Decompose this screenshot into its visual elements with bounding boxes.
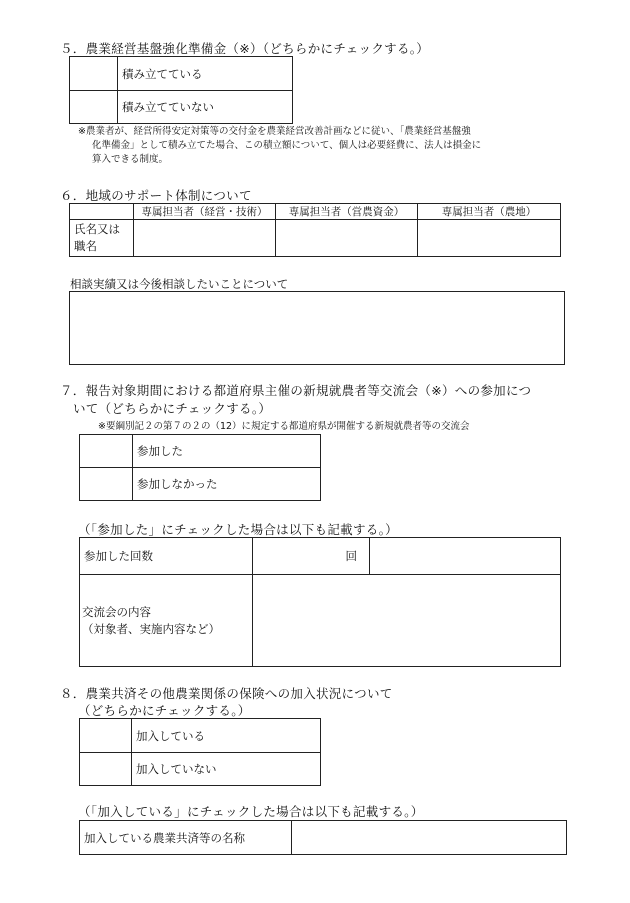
col-header-management: 専属担当者（経営・技術）: [134, 204, 276, 220]
row-label-name: [70, 220, 134, 257]
section7-heading-line1: ７．報告対象期間における都道府県主催の新規就農者等交流会（※）への参加につ: [60, 383, 532, 398]
funding-staff-field[interactable]: [276, 220, 418, 257]
consult-textarea[interactable]: [69, 291, 565, 365]
insurance-options: [79, 718, 321, 786]
reserve-fund-yes-checkbox[interactable]: [70, 57, 118, 91]
section7-note: ※要綱別記２の第７の２の（12）に規定する都道府県が開催する新規就農者等の交流会: [98, 421, 470, 432]
option-label: 加入していない: [132, 753, 321, 786]
insured-checkbox[interactable]: [80, 719, 132, 753]
content-label: [80, 575, 253, 667]
management-staff-field[interactable]: [134, 220, 276, 257]
count-field[interactable]: [370, 538, 561, 575]
col-header-funding: 専属担当者（営農資金）: [276, 204, 418, 220]
content-label-line: 交流会の内容: [82, 604, 151, 619]
participated-checkbox[interactable]: [80, 435, 133, 468]
section8-heading-line2: （どちらかにチェックする。）: [78, 703, 251, 718]
farmland-staff-field[interactable]: [418, 220, 561, 257]
row-label-line: 職名: [74, 239, 97, 253]
consult-label: 相談実績又は今後相談したいことについて: [70, 277, 289, 291]
note-line: ※農業者が、経営所得安定対策等の交付金を農業経営改善計画などに従い、「農業経営基盤強: [78, 126, 471, 137]
reserve-fund-options: [69, 56, 293, 124]
note-line: 化準備金」として積み立てた場合、この積立額について、個人は必要経費に、法人は損金に: [92, 140, 482, 151]
section7-followup: （「参加した」にチェックした場合は以下も記載する。）: [78, 522, 398, 537]
col-header-farmland: 専属担当者（農地）: [418, 204, 561, 220]
count-unit: 回: [253, 538, 370, 575]
option-label: 参加した: [133, 435, 321, 468]
section5-heading: ５．農業経営基盤強化準備金（※）（どちらかにチェックする。）: [60, 41, 430, 56]
content-field[interactable]: [253, 575, 561, 667]
option-label: 参加しなかった: [133, 468, 321, 501]
exchange-participation-options: [79, 434, 321, 501]
insurance-name-label: 加入している農業共済等の名称: [80, 821, 292, 855]
insurance-name-table: [79, 820, 567, 855]
not-participated-checkbox[interactable]: [80, 468, 133, 501]
insurance-name-field[interactable]: [292, 821, 567, 855]
option-label: 積み立てている: [118, 57, 293, 91]
option-label: 加入している: [132, 719, 321, 753]
option-label: 積み立てていない: [118, 91, 293, 124]
count-label: 参加した回数: [80, 538, 253, 575]
section7-heading-line2: いて（どちらかにチェックする。）: [73, 401, 272, 416]
content-label-line: （対象者、実施内容など）: [82, 621, 220, 636]
corner-cell: [70, 204, 134, 220]
section6-heading: ６．地域のサポート体制について: [60, 188, 252, 203]
section8-followup: （「加入している」にチェックした場合は以下も記載する。）: [78, 804, 424, 819]
exchange-details-table: [79, 537, 561, 667]
reserve-fund-no-checkbox[interactable]: [70, 91, 118, 124]
support-staff-table: [69, 203, 561, 257]
section8-heading-line1: ８．農業共済その他農業関係の保険への加入状況について: [60, 686, 393, 701]
section5-note: [78, 125, 608, 167]
note-line: 算入できる制度。: [92, 154, 169, 165]
row-label-line: 氏名又は: [74, 222, 120, 236]
not-insured-checkbox[interactable]: [80, 753, 132, 786]
